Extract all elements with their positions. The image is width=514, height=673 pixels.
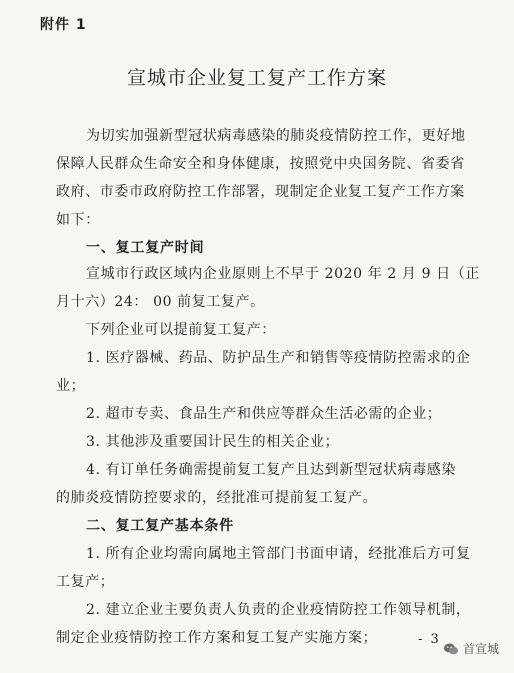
body-line: 月十六）24： 00 前复工复产。 [56, 294, 265, 310]
attachment-label: 附件 1 [40, 17, 87, 33]
list-item-continuation: 的肺炎疫情防控要求的，经批准可提前复工复产。 [56, 490, 378, 506]
list-item: 1. 所有企业均需向属地主管部门书面申请，经批准后方可复 [86, 546, 471, 562]
list-item-continuation: 工复产； [56, 574, 115, 590]
body-line: 宣城市行政区域内企业原则上不早于 2020 年 2 月 9 日（正 [86, 266, 480, 282]
body-line: 下列企业可以提前复工复产： [86, 322, 276, 338]
document-title: 宣城市企业复工复产工作方案 [126, 67, 387, 89]
body-line: 为切实加强新型冠状病毒感染的肺炎疫情防控工作，更好地 [86, 128, 466, 144]
section-heading: 一、复工复产时间 [86, 240, 205, 256]
list-item: 2. 建立企业主要负责人负责的企业疫情防控工作领导机制， [86, 602, 471, 618]
list-item: 3. 其他涉及重要国计民生的相关企业； [86, 434, 340, 450]
page-number: - 3 [418, 632, 441, 647]
list-item: 2. 超市专卖、食品生产和供应等群众生活必需的企业； [86, 406, 442, 422]
body-line: 保障人民群众生命安全和身体健康，按照党中央国务院、省委省 [56, 156, 465, 172]
watermark [443, 640, 499, 657]
list-item: 4. 有订单任务确需提前复工复产且达到新型冠状病毒感染 [86, 462, 457, 478]
list-item-continuation: 业； [56, 378, 86, 394]
body-line: 政府、市委市政府防控工作部署，现制定企业复工复产工作方案 [56, 184, 465, 200]
list-item-continuation: 制定企业疫情防控工作方案和复工复产实施方案； [56, 630, 378, 646]
body-line: 如下： [56, 212, 100, 228]
section-heading: 二、复工复产基本条件 [86, 518, 234, 534]
watermark-text: 首宣城 [463, 642, 500, 656]
chat-bubble-icon [443, 641, 459, 657]
list-item: 1. 医疗器械、药品、防护品生产和销售等疫情防控需求的企 [86, 350, 471, 366]
